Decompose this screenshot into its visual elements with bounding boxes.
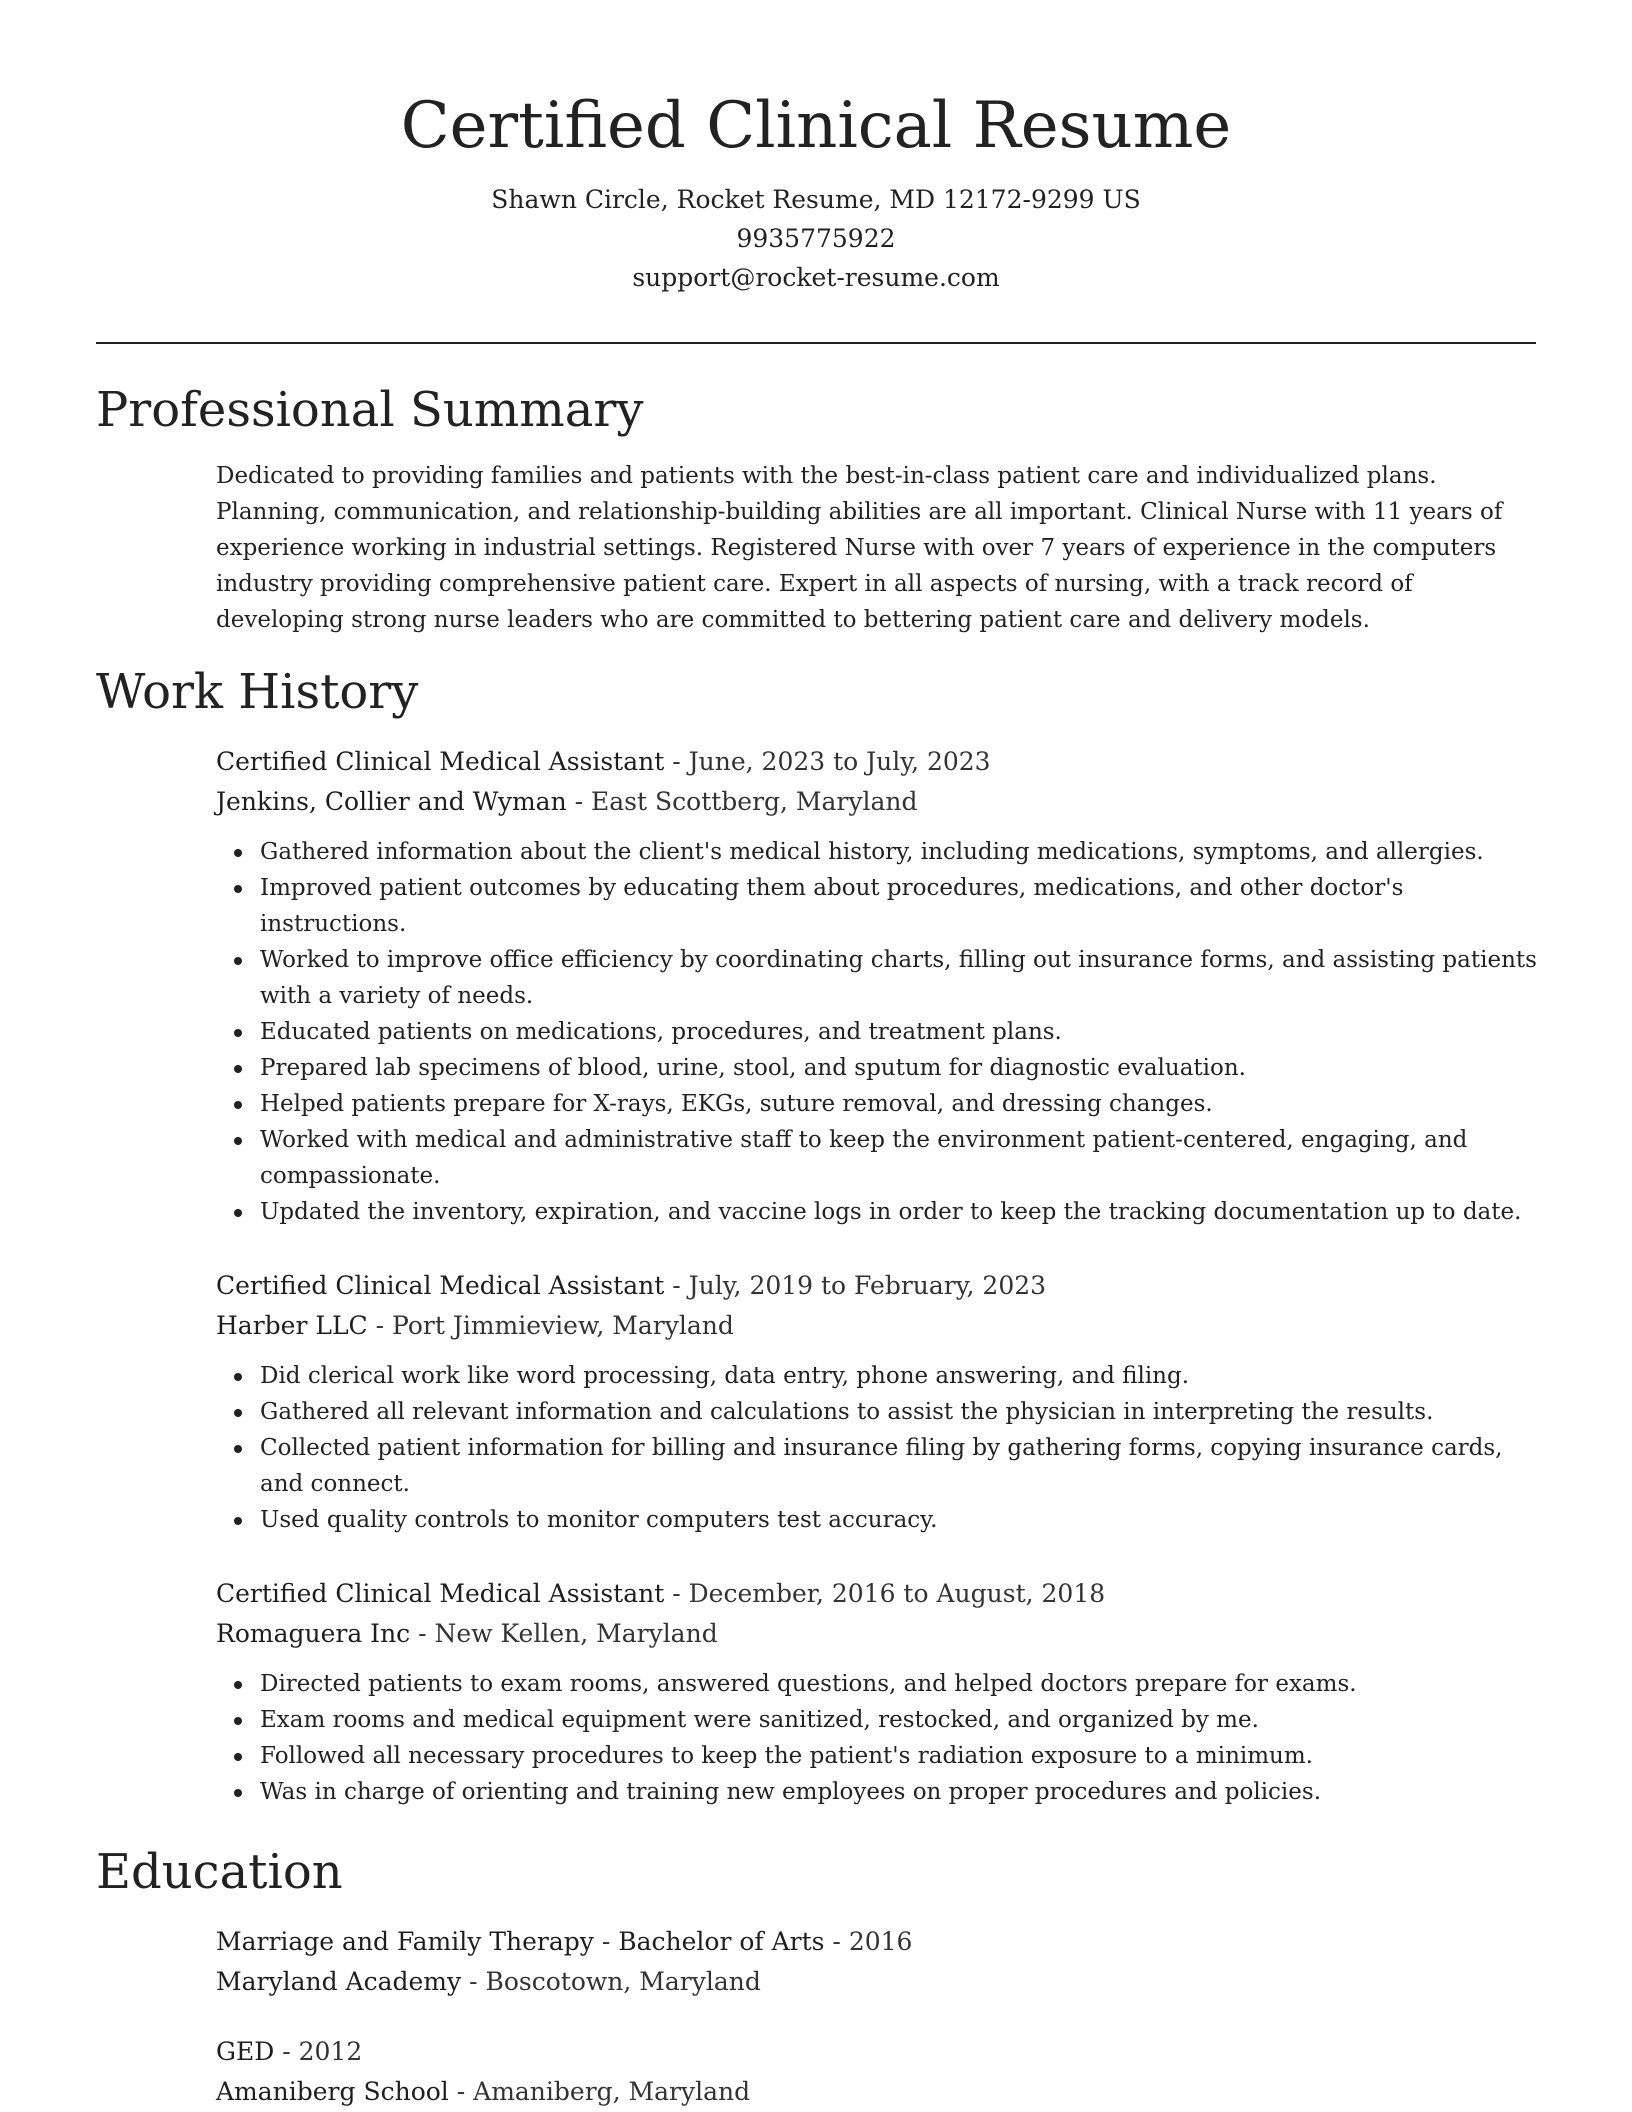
education-field: Marriage and Family Therapy (216, 1927, 594, 1956)
list-item: Improved patient outcomes by educating them about procedures, medications, and other doctor's instructions. (260, 870, 1546, 942)
job-bullets (216, 1358, 1546, 1538)
job-company-line: Harber LLC - Port Jimmieview, Maryland (216, 1311, 734, 1340)
job-role: Certified Clinical Medical Assistant (216, 1271, 665, 1300)
job-role: Certified Clinical Medical Assistant (216, 1579, 665, 1608)
list-item: Followed all necessary procedures to keep the patient's radiation exposure to a minimum. (260, 1738, 1546, 1774)
list-item: Gathered all relevant information and calculations to assist the physician in interpreting the results. (260, 1394, 1546, 1430)
job-location: East Scottberg, Maryland (591, 787, 918, 816)
education-school-line: Amaniberg School - Amaniberg, Maryland (216, 2077, 751, 2106)
summary-text: Dedicated to providing families and patients with the best-in-class patient care and individualized plans. Planning, communication, and relationship-building abilities are all important. Clinical Nurse with 11 years of experience working in industrial settings. Registered Nurse with over 7 years of experience in the computers industry providing comprehensive patient care. Expert in all aspects of nursing, with a track record of developing strong nurse leaders who are committed to bettering patient care and delivery models. (216, 463, 1503, 633)
list-item: Was in charge of orienting and training new employees on proper procedures and policies. (260, 1774, 1546, 1810)
list-item: Did clerical work like word processing, data entry, phone answering, and filing. (260, 1358, 1546, 1394)
job-bullets (216, 834, 1546, 1230)
resume-title: Certified Clinical Resume (400, 89, 1232, 163)
summary-heading: Professional Summary (96, 382, 644, 438)
list-item: Used quality controls to monitor computers test accuracy. (260, 1502, 1546, 1538)
job-company-line: Romaguera Inc - New Kellen, Maryland (216, 1619, 718, 1648)
education-heading: Education (96, 1844, 343, 1900)
contact-phone: 9935775922 (736, 224, 896, 253)
job-title-line: Certified Clinical Medical Assistant - June, 2023 to July, 2023 (216, 747, 991, 776)
job-company: Romaguera Inc (216, 1619, 411, 1648)
job-title-line: Certified Clinical Medical Assistant - July, 2019 to February, 2023 (216, 1271, 1047, 1300)
job-dates: July, 2019 to February, 2023 (688, 1271, 1047, 1300)
education-school: Amaniberg School (216, 2077, 449, 2106)
education-year: 2016 (848, 1927, 913, 1956)
education-school-line: Maryland Academy - Boscotown, Maryland (216, 1967, 761, 1996)
education-degree-line: GED - 2012 (216, 2037, 363, 2066)
list-item: Updated the inventory, expiration, and vaccine logs in order to keep the tracking documentation up to date. (260, 1194, 1546, 1230)
contact-email: support@rocket-resume.com (632, 263, 1000, 292)
job-title-line: Certified Clinical Medical Assistant - December, 2016 to August, 2018 (216, 1579, 1106, 1608)
header-divider (96, 342, 1536, 344)
education-degree: GED (216, 2037, 275, 2066)
list-item: Exam rooms and medical equipment were sanitized, restocked, and organized by me. (260, 1702, 1546, 1738)
work-history-heading: Work History (96, 664, 419, 720)
list-item: Educated patients on medications, procedures, and treatment plans. (260, 1014, 1546, 1050)
job-entry (216, 1266, 1546, 1538)
list-item: Worked to improve office efficiency by coordinating charts, filling out insurance forms, and assisting patients with a variety of needs. (260, 942, 1546, 1014)
list-item: Directed patients to exam rooms, answered questions, and helped doctors prepare for exams. (260, 1666, 1546, 1702)
list-item: Collected patient information for billing and insurance filing by gathering forms, copying insurance cards, and connect. (260, 1430, 1546, 1502)
summary-section (216, 458, 1546, 638)
education-school: Maryland Academy (216, 1967, 462, 1996)
job-role: Certified Clinical Medical Assistant (216, 747, 665, 776)
job-location: Port Jimmieview, Maryland (392, 1311, 734, 1340)
job-entry (216, 1574, 1546, 1810)
list-item: Helped patients prepare for X-rays, EKGs, suture removal, and dressing changes. (260, 1086, 1546, 1122)
education-year: 2012 (298, 2037, 363, 2066)
contact-address: Shawn Circle, Rocket Resume, MD 12172-9299 US (491, 185, 1141, 214)
job-bullets (216, 1666, 1546, 1810)
education-degree: Bachelor of Arts (618, 1927, 825, 1956)
resume-header (96, 78, 1536, 297)
list-item: Worked with medical and administrative staff to keep the environment patient-centered, engaging, and compassionate. (260, 1122, 1546, 1194)
education-entry (216, 1922, 1546, 2002)
job-company-line: Jenkins, Collier and Wyman - East Scottberg, Maryland (216, 787, 918, 816)
job-company: Harber LLC (216, 1311, 368, 1340)
education-entry (216, 2032, 1546, 2112)
job-location: New Kellen, Maryland (434, 1619, 718, 1648)
education-location: Boscotown, Maryland (485, 1967, 761, 1996)
list-item: Prepared lab specimens of blood, urine, stool, and sputum for diagnostic evaluation. (260, 1050, 1546, 1086)
education-location: Amaniberg, Maryland (473, 2077, 751, 2106)
job-company: Jenkins, Collier and Wyman (216, 787, 567, 816)
job-dates: December, 2016 to August, 2018 (688, 1579, 1106, 1608)
list-item: Gathered information about the client's medical history, including medications, symptoms, and allergies. (260, 834, 1546, 870)
job-entry (216, 742, 1546, 1230)
education-degree-line: Marriage and Family Therapy - Bachelor of Arts - 2016 (216, 1927, 913, 1956)
job-dates: June, 2023 to July, 2023 (688, 747, 991, 776)
